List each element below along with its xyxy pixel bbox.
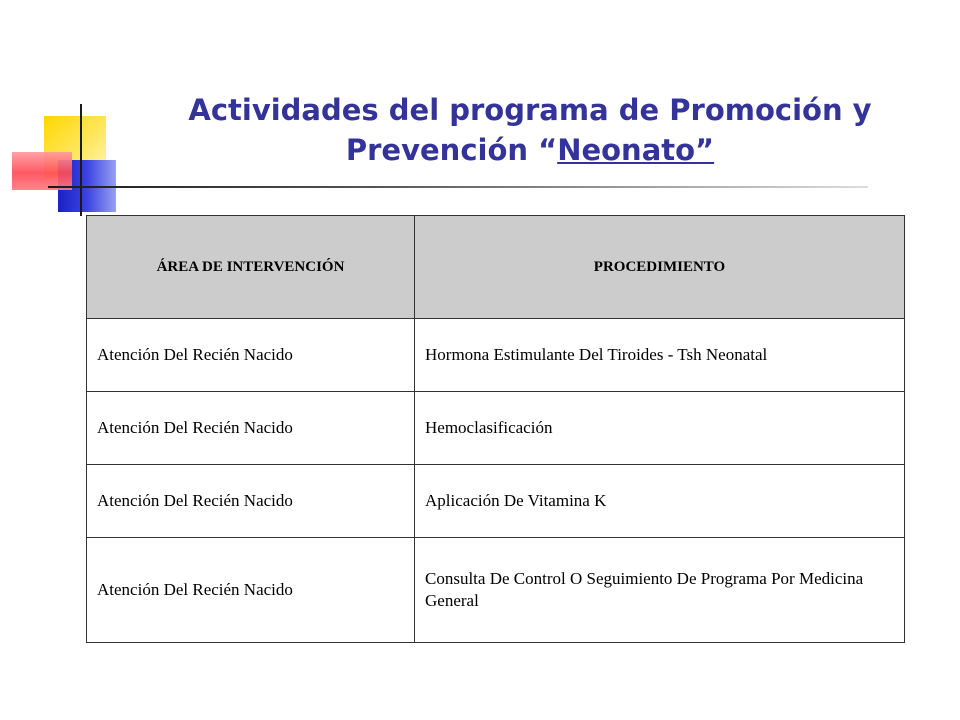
cell-procedure: Hormona Estimulante Del Tiroides - Tsh Neonatal: [415, 319, 905, 392]
cell-area: Atención Del Recién Nacido: [87, 392, 415, 465]
page-title: [120, 90, 940, 170]
cell-procedure: Hemoclasificación: [415, 392, 905, 465]
cell-area: Atención Del Recién Nacido: [87, 465, 415, 538]
table-row: [87, 465, 905, 538]
table-header-row: [87, 216, 905, 319]
page-title-line-2-prefix: Prevención “: [345, 133, 558, 167]
page-title-line-2-underlined: Neonato”: [557, 133, 715, 167]
header-area: ÁREA DE INTERVENCIÓN: [87, 216, 415, 319]
cell-procedure: Aplicación De Vitamina K: [415, 465, 905, 538]
table-row: [87, 392, 905, 465]
cell-procedure: Consulta De Control O Seguimiento De Programa Por Medicina General: [415, 538, 905, 643]
title-divider: [48, 186, 868, 188]
cell-area: Atención Del Recién Nacido: [87, 319, 415, 392]
cell-area: Atención Del Recién Nacido: [87, 538, 415, 643]
page-title-line-1: Actividades del programa de Promoción y: [188, 93, 872, 127]
activities-table: [86, 215, 905, 643]
logo-vertical-line: [80, 104, 82, 216]
table-row: [87, 538, 905, 643]
header-procedure: PROCEDIMIENTO: [415, 216, 905, 319]
logo-red-square: [12, 152, 72, 190]
table-row: [87, 319, 905, 392]
